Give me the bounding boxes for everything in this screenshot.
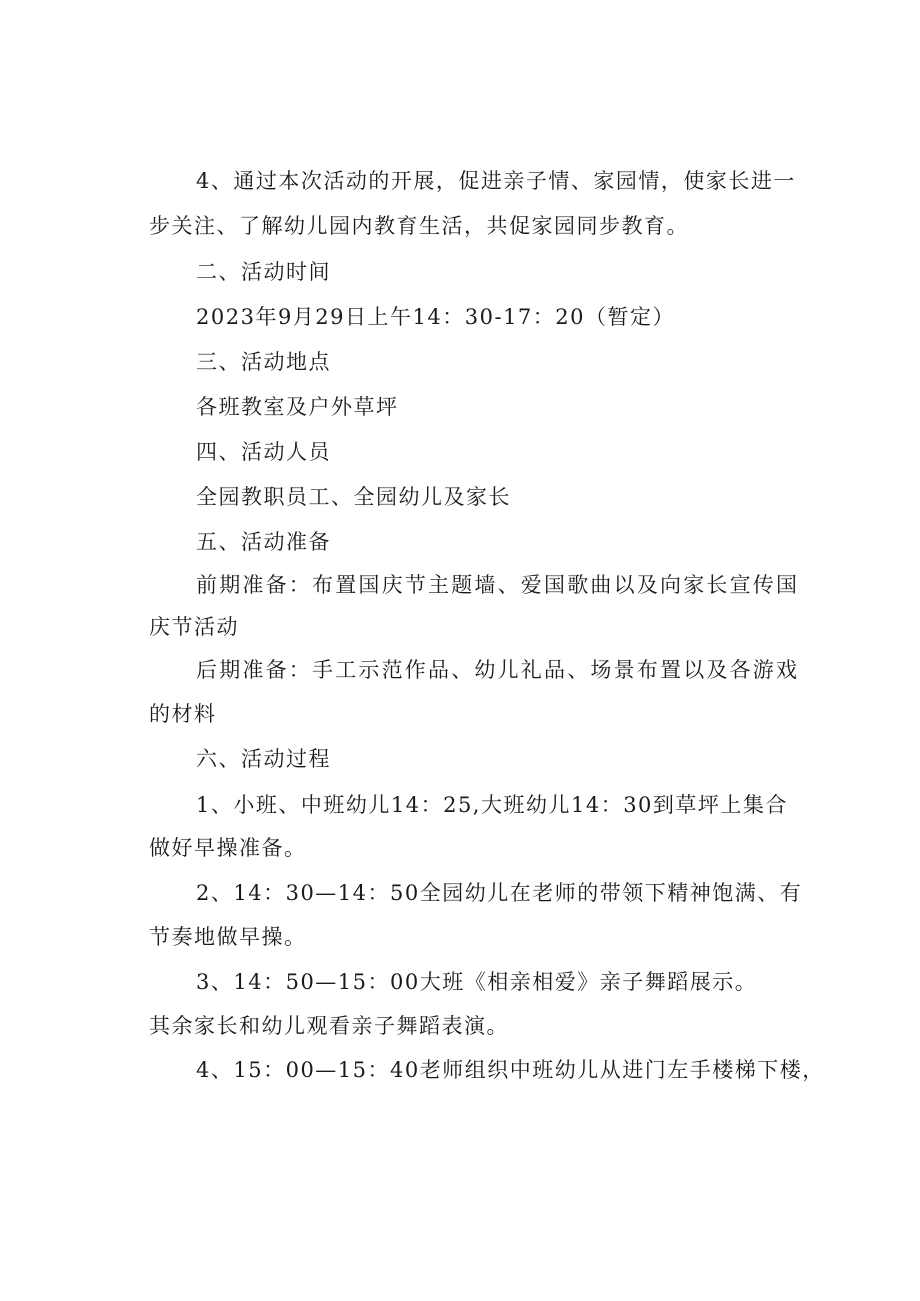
process-step-1-line-1: 1、小班、中班幼儿14：25,大班幼儿14：30到草坪上集合 [196,793,788,817]
activity-location-text: 各班教室及户外草坪 [196,395,399,419]
preparation-late-line-2: 的材料 [149,702,217,726]
heading-activity-time: 二、活动时间 [196,260,331,284]
preparation-early-line-2: 庆节活动 [149,615,239,639]
preparation-early-line-1: 前期准备：布置国庆节主题墙、爱国歌曲以及向家长宣传国 [196,573,800,597]
process-step-3-line-2: 其余家长和幼儿观看亲子舞蹈表演。 [149,1014,509,1038]
activity-time-text: 2023年9月29日上午14：30-17：20（暂定） [196,305,676,329]
activity-people-text: 全园教职员工、全园幼儿及家长 [196,485,511,509]
process-step-1-line-2: 做好早操准备。 [149,836,307,860]
paragraph-objective-4-line-2: 步关注、了解幼儿园内教育生活，共促家园同步教育。 [149,214,689,238]
heading-activity-location: 三、活动地点 [196,350,331,374]
process-step-2-line-2: 节奏地做早操。 [149,925,307,949]
heading-activity-process: 六、活动过程 [196,747,331,771]
process-step-4-line-1: 4、15：00—15：40老师组织中班幼儿从进门左手楼梯下楼， [196,1058,825,1082]
heading-activity-people: 四、活动人员 [196,440,331,464]
process-step-2-line-1: 2、14：30—14：50全园幼儿在老师的带领下精神饱满、有 [196,881,803,905]
preparation-late-line-1: 后期准备：手工示范作品、幼儿礼品、场景布置以及各游戏 [196,658,800,682]
heading-activity-preparation: 五、活动准备 [196,530,331,554]
process-step-3-line-1: 3、14：50—15：00大班《相亲相爱》亲子舞蹈展示。 [196,970,758,994]
paragraph-objective-4-line-1: 4、通过本次活动的开展，促进亲子情、家园情，使家长进一 [196,169,796,193]
